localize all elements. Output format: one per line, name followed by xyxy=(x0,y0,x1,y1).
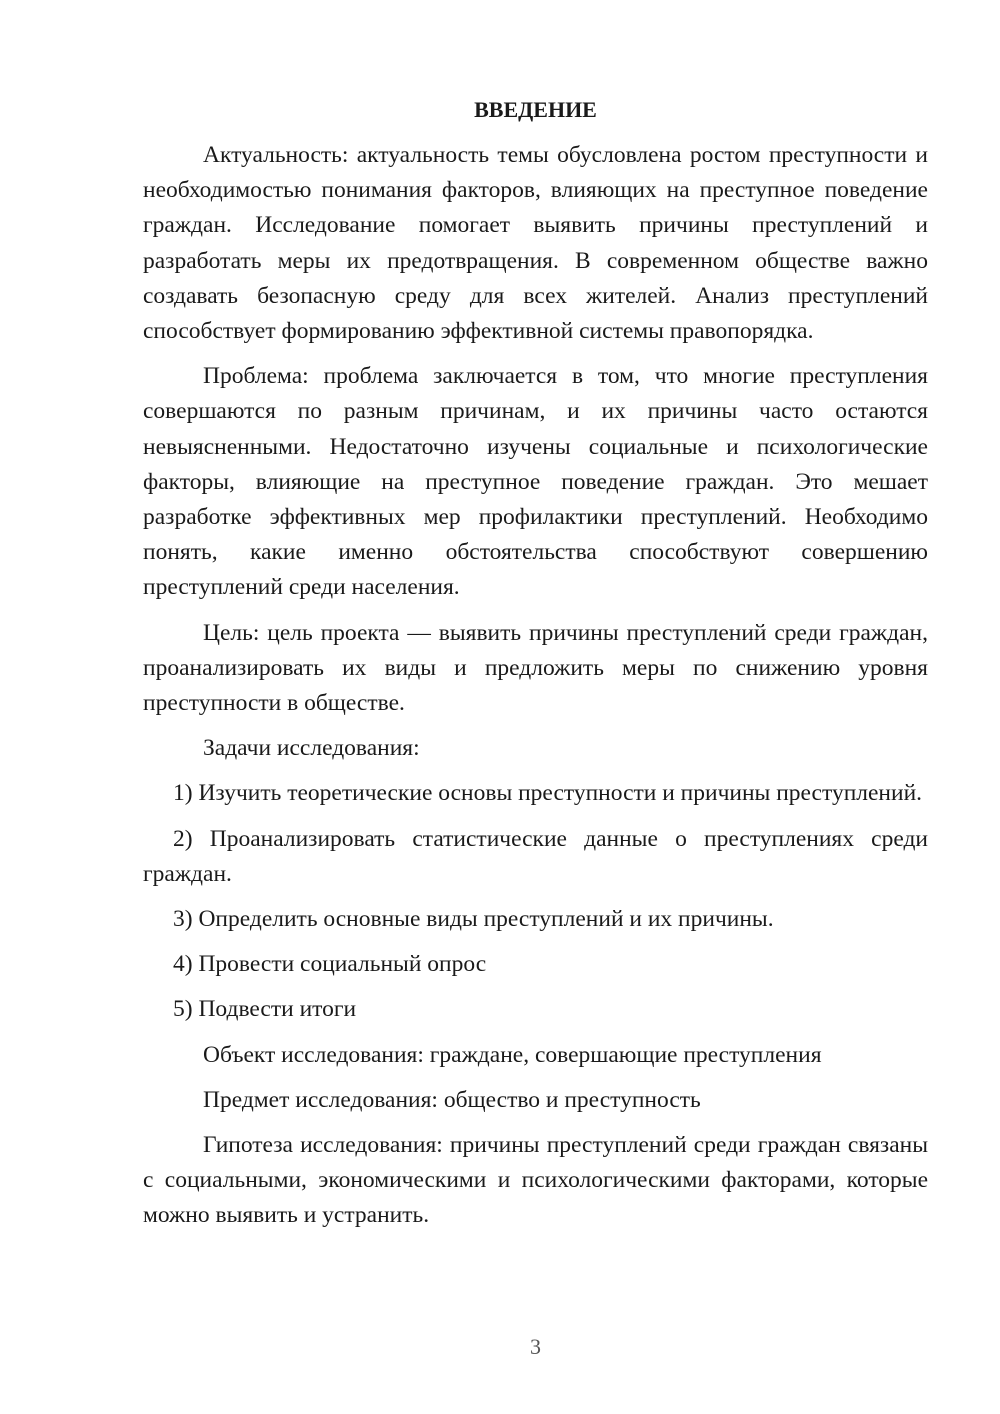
task-item-2: 2) Проанализировать статистические данные о преступлениях среди граждан. xyxy=(143,825,928,887)
task-item-4: 4) Провести социальный опрос xyxy=(173,951,487,978)
task-item-3: 3) Определить основные виды преступлений и их причины. xyxy=(173,906,774,933)
problem-paragraph: Проблема: проблема заключается в том, что многие преступления совершаются по разным причинам, и их причины часто остаются невыясненными. Недостаточно изучены социальные и психологические факторы, влияющие на преступное поведение граждан. Это мешает разработке эффективных мер профилактики преступлений. Необходимо понять, какие именно обстоятельства способствуют совершению преступлений среди населения. xyxy=(143,363,928,601)
task-item-1: 1) Изучить теоретические основы преступности и причины преступлений. xyxy=(173,780,923,807)
tasks-heading: Задачи исследования: xyxy=(203,735,420,762)
goal-paragraph: Цель: цель проекта — выявить причины преступлений среди граждан, проанализировать их виды и предложить меры по снижению уровня преступности в обществе. xyxy=(143,619,928,717)
research-object: Объект исследования: граждане, совершающие преступления xyxy=(203,1041,822,1068)
relevance-paragraph: Актуальность: актуальность темы обусловлена ростом преступности и необходимостью понимания факторов, влияющих на преступное поведение граждан. Исследование помогает выявить причины преступлений и разработать меры их предотвращения. В современном обществе важно создавать безопасную среду для всех жителей. Анализ преступлений способствует формированию эффективной системы правопорядка. xyxy=(143,142,928,345)
page-number: 3 xyxy=(530,1334,541,1359)
research-subject: Предмет исследования: общество и преступность xyxy=(203,1086,701,1113)
page-content xyxy=(143,92,928,1244)
research-hypothesis: Гипотеза исследования: причины преступлений среди граждан связаны с социальными, экономическими и психологическими факторами, которые можно выявить и устранить. xyxy=(143,1132,928,1229)
task-item-5: 5) Подвести итоги xyxy=(173,996,357,1023)
page-title: ВВЕДЕНИЕ xyxy=(474,97,597,122)
